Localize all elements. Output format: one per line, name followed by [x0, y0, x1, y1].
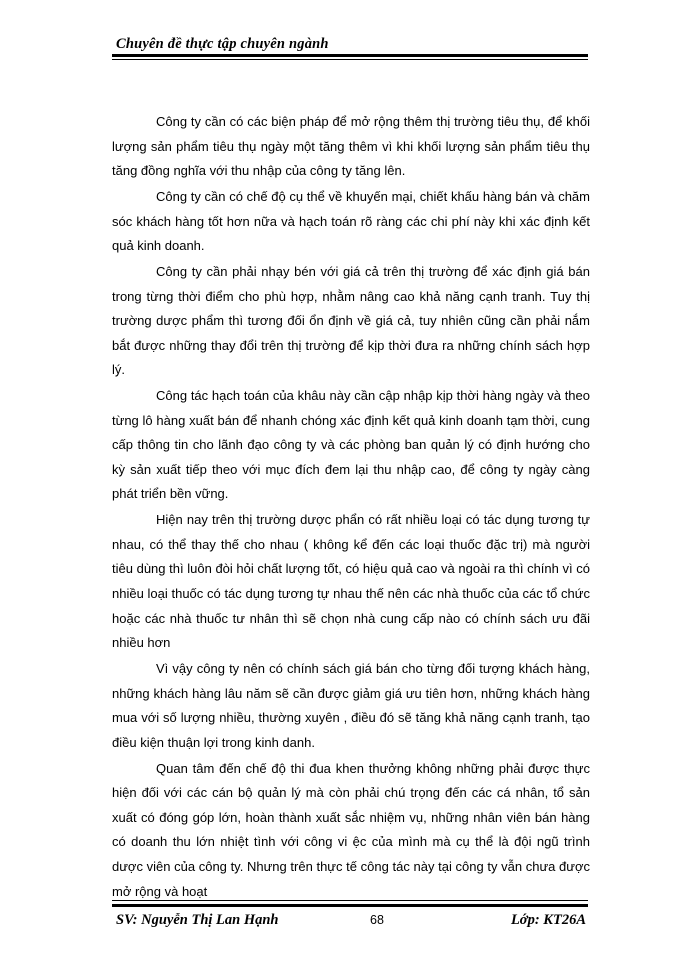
- document-title: Chuyên đề thực tập chuyên ngành: [116, 36, 329, 52]
- footer-rule-thin: [112, 900, 588, 901]
- header-rule-thin: [112, 59, 588, 60]
- paragraph-4: Công tác hạch toán của khâu này cần cập nhập kịp thời hàng ngày và theo từng lô hàng xuất bán để nhanh chóng xác định kết quả kinh doanh tạm thời, cung cấp thông tin cho lãnh đạo công ty và các phòng ban quản lý có định hướng cho kỳ sản xuất tiếp theo với mục đích đem lại thu nhập cao, để công ty ngày càng phát triển bền vững.: [112, 388, 590, 502]
- paragraph-3: Công ty cần phải nhạy bén với giá cả trên thị trường để xác định giá bán trong từng thời điểm cho phù hợp, nhằm nâng cao khả năng cạnh tranh. Tuy thị trường dược phẩm thì tương đối ổn định về giá cả, tuy nhiên cũng cần phải nắm bắt được những thay đổi trên thị trường để kịp thời đưa ra những chính sách hợp lý.: [112, 263, 590, 378]
- paragraph-1: Công ty cần có các biện pháp để mở rộng thêm thị trường tiêu thụ, để khối lượng sản phẩm tiêu thụ ngày một tăng thêm vì khi khối lượng sản phẩm tiêu thụ tăng đồng nghĩa với thu nhập của công ty tăng lên.: [112, 114, 590, 179]
- paragraph-5: Hiện nay trên thị trường dược phẩn có rất nhiều loại có tác dụng tương tự nhau, có thể thay thế cho nhau ( không kể đến các loại thuốc đặc trị) mà người tiêu dùng thì luôn đòi hỏi chất lượng tốt, có hiệu quả cao và ngoài ra thì chính vì có nhiều loại thuốc có tác dụng tương tự nhau thế nên các nhà thuốc của các tổ chức hoặc các nhà thuốc tư nhân thì sẽ chọn nhà cung cấp nào có chính sách ưu đãi nhiều hơn: [112, 512, 590, 651]
- page-number: 68: [370, 913, 384, 927]
- page-header: [112, 32, 588, 64]
- page-footer: [112, 900, 588, 940]
- paragraph-6: Vì vậy công ty nên có chính sách giá bán cho từng đối tượng khách hàng, những khách hàng lâu năm sẽ cần được giảm giá ưu tiên hơn, những khách hàng mua với số lượng nhiều, thường xuyên , điều đó sẽ tăng khả năng cạnh tranh, tạo điều kiện thuận lợi trong kinh danh.: [112, 661, 590, 750]
- footer-rule-thick: [112, 904, 588, 907]
- student-name: SV: Nguyễn Thị Lan Hạnh: [116, 912, 279, 928]
- paragraph-7: Quan tâm đến chế độ thi đua khen thưởng không những phải được thực hiện đối với các cán bộ quản lý mà còn phải chú trọng đến các cá nhân, tổ sản xuất có đóng góp lớn, hoàn thành xuất sắc nhiệm vụ, những nhân viên bán hàng có doanh thu lớn nhiệt tình với công vi ệc của mình mà cụ thể là đội ngũ trình dược viên của công ty. Nhưng trên thực tế công tác này tại công ty vẫn chưa được mở rộng và hoạt: [112, 760, 590, 899]
- paragraph-2: Công ty cần có chế độ cụ thể về khuyến mại, chiết khấu hàng bán và chăm sóc khách hàng tốt hơn nữa và hạch toán rõ ràng các chi phí này khi xác định kết quả kinh doanh.: [112, 188, 590, 254]
- class-label: Lớp: KT26A: [510, 912, 586, 928]
- document-body: [112, 110, 590, 905]
- header-rule-thick: [112, 54, 588, 57]
